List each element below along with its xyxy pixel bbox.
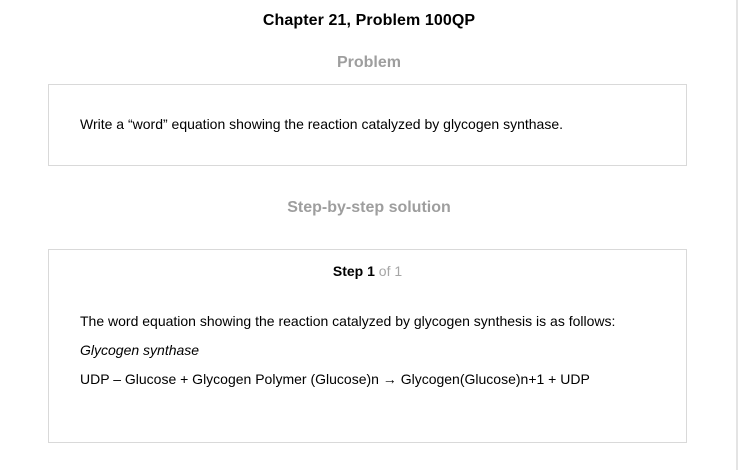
step-total: of 1 xyxy=(378,263,403,279)
solution-box xyxy=(48,249,687,443)
problem-heading: Problem xyxy=(336,54,401,71)
step-number: 1 xyxy=(367,263,375,279)
chapter-title: Chapter 21, Problem 100QP xyxy=(262,12,476,29)
problem-text: Write a “word” equation showing the reaction catalyzed by glycogen synthase. xyxy=(80,116,564,132)
step-label: Step xyxy=(332,263,364,279)
word-equation: UDP – Glucose + Glycogen Polymer (Glucose)n → Glycogen(Glucose)n+1 + UDP xyxy=(80,371,590,387)
enzyme-label: Glycogen synthase xyxy=(80,342,200,358)
problem-box xyxy=(48,84,687,166)
step-indicator xyxy=(49,263,686,279)
solution-intro-text: The word equation showing the reaction catalyzed by glycogen synthesis is as follows: xyxy=(80,313,616,329)
solution-heading: Step-by-step solution xyxy=(287,199,451,216)
